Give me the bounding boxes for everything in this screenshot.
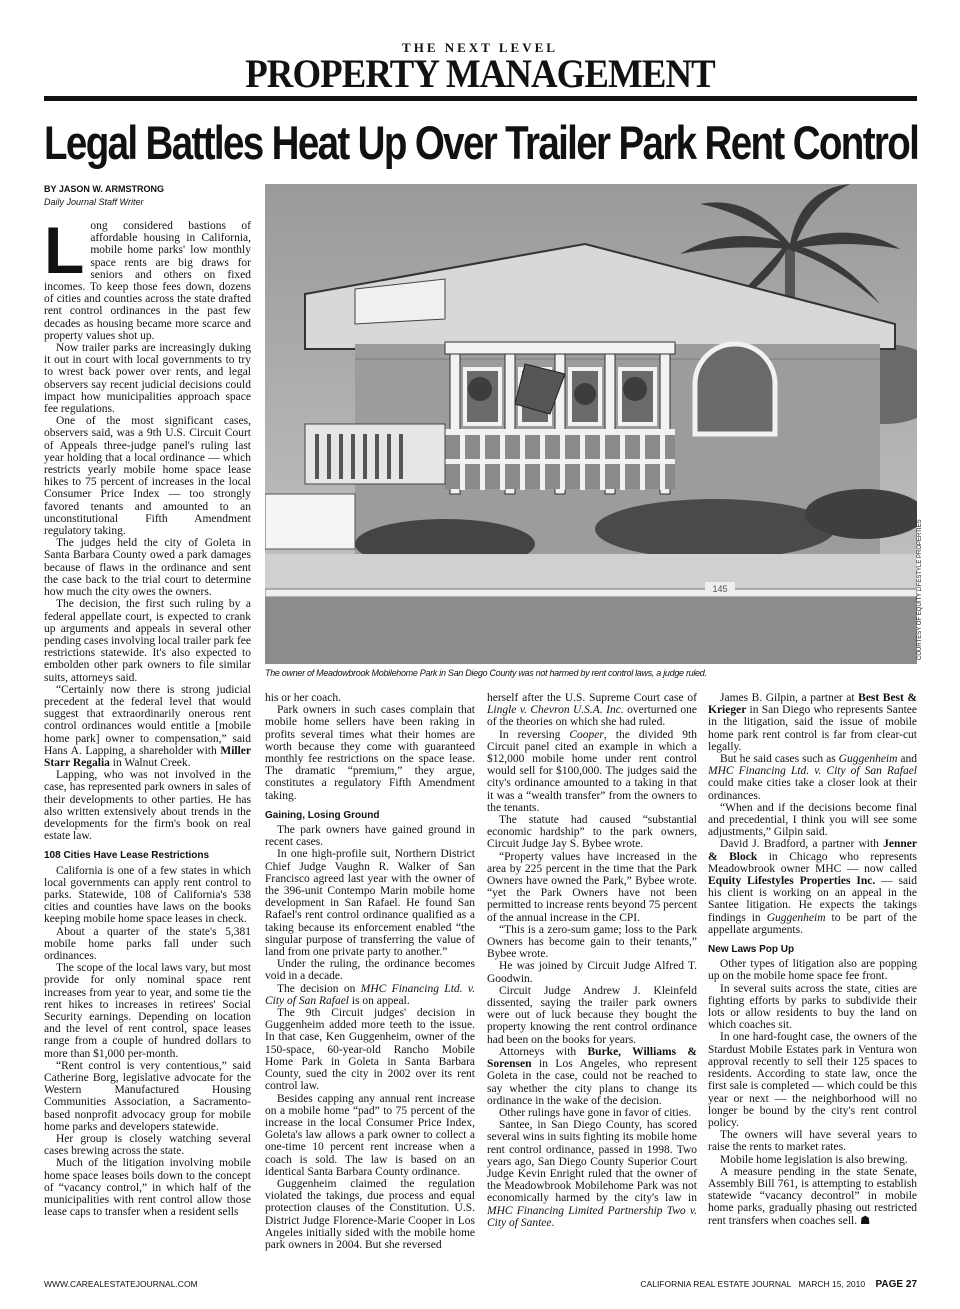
paragraph: One of the most significant cases, observers said, was a 9th U.S. Circuit Court of Appeals three-judge panel's ruling last year holding that a local ordinance — which restricts yearly mobile home space lease hikes to 75 percent of increases in the local Consumer Price Index — too strongly favored tenants and amounted to an unconstitutional Fifth Amendment regulatory taking. — [44, 415, 251, 538]
page-number: PAGE 27 — [875, 1279, 917, 1290]
paragraph: Besides capping any annual rent increase on a mobile home “pad” to 75 percent of the increase in the local Consumer Price Index, Goleta's law allows a park owner to collect a one-time 10 percent rent increase when a coach is sold. The law is based on an identical Santa Barbara County ordinance. — [265, 1092, 475, 1178]
firm-name: Miller Starr Regalia — [44, 744, 251, 769]
paragraph: David J. Bradford, a partner with Jenner & Block in Chicago who represents Meadowbrook owner MHC — now called Equity Lifestyles Properties Inc. — said his client is working on an appeal in the Santee litigation. He expects the takings findings in Guggenheim to be part of the appellate arguments. — [708, 838, 918, 936]
subhead: New Laws Pop Up — [708, 944, 795, 956]
paragraph: herself after the U.S. Supreme Court case of Lingle v. Chevron U.S.A. Inc. overturned one of the theories on which she had ruled. — [487, 692, 697, 729]
paragraph: In several suits across the state, cities are fighting efforts by parks to subdivide their lots or allow residents to buy the land on which coaches sit. — [708, 982, 917, 1032]
paragraph: The judges held the city of Goleta in Santa Barbara County owed a park damages because of flaws in the ordinance and sent the case back to the trial court to determine how much the city owes the owners. — [44, 537, 251, 599]
article-column-3 — [487, 692, 697, 1229]
paragraph: Attorneys with Burke, Williams & Sorensen in Los Angeles, who represent Goleta in the case, could not be reached to say whether the city plans to change its ordinance in the wake of the decision. — [487, 1045, 697, 1107]
photo-credit: COURTESY OF EQUITY LIFESTYLE PROPERTIES — [917, 519, 923, 660]
paragraph: The park owners have gained ground in recent cases. — [265, 824, 475, 849]
paragraph: his or her coach. — [265, 692, 341, 704]
firm-name: Burke, Williams & Sorensen — [487, 1045, 697, 1071]
paragraph: James B. Gilpin, a partner at Best Best & Krieger in San Diego who represents Santee in the litigation, said the issue of mobile home park rent control is far from clear-cut legally. — [708, 692, 917, 753]
masthead — [0, 40, 960, 96]
footer-info — [640, 1279, 917, 1290]
paragraph: Other types of litigation also are popping up on the mobile home space fee front. — [708, 958, 917, 983]
case-name: Guggenheim — [838, 753, 898, 766]
article-column-2 — [265, 692, 475, 1251]
paragraph: The statute had caused “substantial economic hardship” to the park owners, Circuit Judge Jay S. Bybee wrote. — [487, 814, 697, 851]
paragraph: Guggenheim claimed the regulation violated the takings, due process and equal protection clauses of the Constitution. U.S. District Judge Florence-Marie Cooper in Los Angeles initially sided with the mobile home park owners in 2004. But she reversed — [265, 1177, 475, 1251]
paragraph: The scope of the local laws vary, but most provide for only nominal space rent increases from year to year, and some tie the rent hikes to increases in retirees' Social Security earnings. Depending on location and the level of rent control, space leases range from a couple of hundred dollars to more than $1,000 per-month. — [44, 962, 251, 1060]
paragraph: Other rulings have gone in favor of cities. — [499, 1106, 692, 1119]
footer-publication: CALIFORNIA REAL ESTATE JOURNAL — [640, 1279, 792, 1289]
paragraph: The owners will have several years to raise the rents to market rates. — [708, 1129, 917, 1154]
paragraph: Under the ruling, the ordinance becomes void in a decade. — [265, 958, 475, 983]
case-name: MHC Financing Ltd. v. City of San Rafael — [265, 982, 475, 1007]
lead-paragraph: Long considered bastions of affordable housing in California, mobile home parks' low monthly space rents are big draws for seniors and others on fixed incomes. To keep those fees down, dozens of cities and counties across the state drafted rent control ordinances in the past few decades as housing became more scarce and property values shot up. — [44, 213, 251, 342]
firm-name: Best Best & Krieger — [708, 692, 917, 717]
drop-cap: L — [44, 213, 85, 287]
paragraph: A measure pending in the state Senate, Assembly Bill 761, is attempting to establish statewide “vacancy decontrol” in mobile home parks, gradually phasing out restricted rent transfers when coaches sell. ☗ — [708, 1165, 917, 1227]
case-name: MHC Financing Ltd. v. City of San Rafael — [708, 765, 917, 778]
paragraph: Now trailer parks are increasingly duking it out in court with local governments to try to wrest back power over rents, and legal observers say recent judicial decisions could impact how municipalities approach space fee regulations. — [44, 342, 251, 416]
paragraph: Her group is closely watching several cases brewing across the state. — [44, 1133, 251, 1158]
article-photo — [265, 184, 917, 664]
case-name: Lingle v. Chevron U.S.A. Inc. — [487, 704, 624, 717]
paragraph: Park owners in such cases complain that mobile home sellers have been raking in profits several times what their homes are worth because they come with guaranteed monthly fee restrictions on the space lease. The dramatic “premium,” they argue, constitutes a regulatory Fifth Amendment taking. — [265, 704, 475, 802]
footer-website: WWW.CAREALESTATEJOURNAL.COM — [44, 1279, 198, 1289]
paragraph: Circuit Judge Andrew J. Kleinfeld dissented, saying the trailer park owners were out of luck because they bought the property knowing the rent control ordinance had been on the books for years. — [487, 984, 697, 1046]
case-name: Guggenheim — [766, 911, 826, 924]
paragraph: In one high-profile suit, Northern District Chief Judge Vaughn R. Walker of San Francisco agreed last year with the owner of the 396-unit Contempo Marin mobile home development in San Rafael. He found San Rafael's rent control ordinance qualified as a taking because its enforcement enabled “the singular purpose of transferring the value of land from one private party to another.” — [265, 848, 475, 959]
paragraph: “Certainly now there is strong judicial precedent at the federal level that would suggest that extraordinarily onerous rent control ordinances would entitle a [mobile home park] owner to compensation,” said Hans A. Lapping, a shareholder with Miller Starr Regalia in Walnut Creek. — [44, 683, 251, 769]
case-name: Cooper — [569, 728, 604, 741]
paragraph: The decision, the first such ruling by a federal appellate court, is expected to crank up arguments and appeals in several other pending cases involving local trailer park fee restrictions statewide. It's also expected to embolden other park owners to file similar suits, attorneys said. — [44, 598, 251, 684]
byline: BY JASON W. ARMSTRONG — [44, 184, 165, 194]
article-column-1 — [44, 213, 251, 1219]
paragraph: “Property values have increased in the area by 225 percent in the time that the Park Owners have owned the Park,” Bybee wrote. “yet the Park Owners have not been permitted to increase rents beyond 75 percent of the annual increase in the CPI. — [487, 850, 697, 924]
firm-name: Equity Lifestyles Properties Inc. — [708, 875, 876, 888]
end-mark-icon: ☗ — [860, 1214, 871, 1227]
photo-caption: The owner of Meadowbrook Mobilehome Park in San Diego County was not harmed by rent control laws, a judge ruled. — [265, 668, 707, 678]
paragraph: California is one of a few states in which local governments can apply rent control to parks. Statewide, 108 of California's 538 cities and counties have laws on the books keeping mobile home space leases in check. — [44, 864, 251, 926]
paragraph: Much of the litigation involving mobile home space leases boils down to the concept of “vacancy control,” in which half of the municipalities with rent control allow those lease caps to transfer when a resident sells — [44, 1157, 251, 1219]
case-name: MHC Financing Limited Partnership Two v. City of Santee — [487, 1204, 697, 1229]
article-headline: Legal Battles Heat Up Over Trailer Park Rent Control — [44, 116, 919, 169]
paragraph: He was joined by Circuit Judge Alfred T. Goodwin. — [487, 960, 697, 985]
paragraph: The 9th Circuit judges' decision in Guggenheim added more teeth to the issue. In that case, Ken Guggenheim, owner of the 150-space, 60-year-old Rancho Mobile Home Park in Goleta in Santa Barbara County, sued the city in 2002 over its rent control law. — [265, 1007, 475, 1093]
paragraph: “When and if the decisions become final and precedential, I think you will see some adjustments,” Gilpin said. — [708, 801, 917, 839]
mobile-home-illustration — [265, 184, 917, 664]
paragraph: “Rent control is very contentious,” said Catherine Borg, legislative advocate for the Western Manufactured Housing Communities Association, a Sacramento-based nonprofit advocacy group for mobile home parks and developers statewide. — [44, 1059, 251, 1133]
article-column-4 — [708, 692, 917, 1227]
masthead-rule — [44, 96, 917, 101]
paragraph: About a quarter of the state's 5,381 mobile home parks fall under such ordinances. — [44, 925, 251, 962]
paragraph: The decision on MHC Financing Ltd. v. City of San Rafael is on appeal. — [265, 982, 475, 1007]
address-number: 145 — [712, 584, 728, 594]
paragraph: In one hard-fought case, the owners of the Stardust Mobile Estates park in Ventura won approval recently to sell their 125 spaces to residents. According to state law, once the first sale is completed — which could be this year or next — the neighborhood will no longer be bound by the city's rent control policy. — [708, 1031, 917, 1129]
subhead: 108 Cities Have Lease Restrictions — [44, 850, 210, 862]
firm-name: Jenner & Block — [708, 838, 917, 863]
section-kicker: THE NEXT LEVEL — [402, 40, 558, 55]
subhead: Gaining, Losing Ground — [265, 809, 380, 821]
section-title: PROPERTY MANAGEMENT — [245, 51, 715, 96]
paragraph: Lapping, who was not involved in the case, has represented park owners in sales of their developments to other parties. He has also written extensively about trends in the developments for the firm's book on real estate law. — [44, 769, 251, 843]
paragraph: In reversing Cooper, the divided 9th Circuit panel cited an example in which a $12,000 mobile home under rent control would sell for $100,000. The judges said the city's ordinance amounted to a taking in that it was a “wealth transfer” from the owners to the tenants. — [487, 728, 697, 814]
paragraph: Mobile home legislation is also brewing. — [720, 1153, 908, 1166]
paragraph: But he said cases such as Guggenheim and MHC Financing Ltd. v. City of San Rafael could make cities take a closer look at their ordinances. — [708, 753, 917, 802]
footer-date: MARCH 15, 2010 — [798, 1279, 866, 1289]
paragraph: Santee, in San Diego County, has scored several wins in suits fighting its mobile home rent control ordinance, passed in 1998. Two years ago, San Diego County Superior Court Judge Kevin Enright ruled that the owner of the Meadowbrook Mobilehome Park was not economically harmed by the city's law in MHC Financing Limited Partnership Two v. City of Santee. — [487, 1119, 697, 1229]
paragraph: “This is a zero-sum game; loss to the Park Owners has become gain to their tenants,” Bybee wrote. — [487, 923, 697, 961]
byline-title: Daily Journal Staff Writer — [44, 197, 144, 207]
